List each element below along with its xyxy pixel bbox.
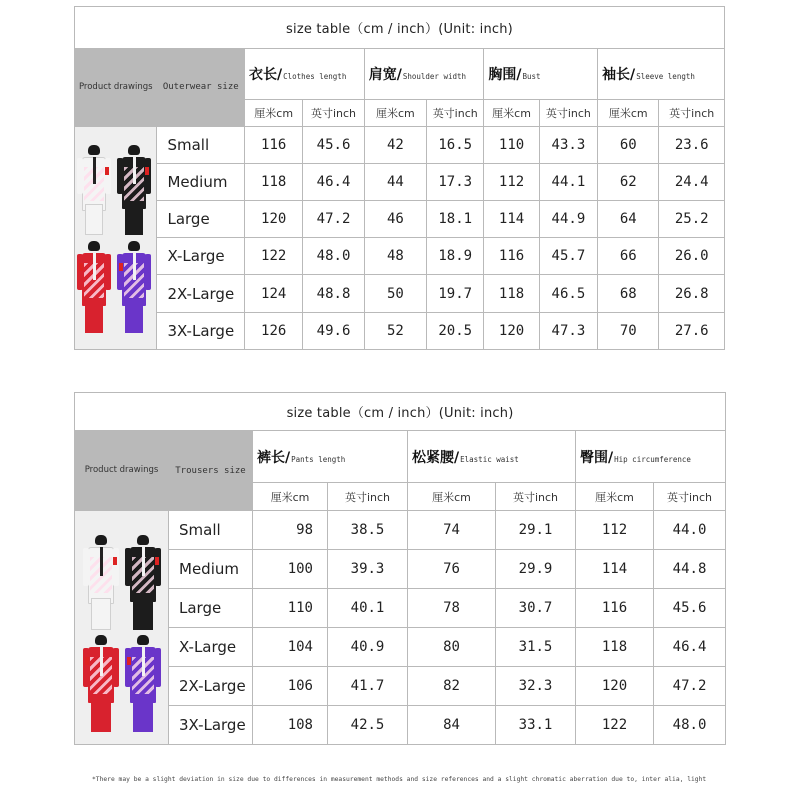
table-cell: 45.6 <box>303 126 364 163</box>
column-group-pants-length <box>253 431 408 483</box>
figure-sleeve <box>155 548 161 586</box>
table-row <box>75 511 726 550</box>
table-cell: 47.2 <box>654 667 726 706</box>
unit-label: 英寸inch <box>539 99 597 126</box>
table-cell: 74 <box>408 511 496 550</box>
table-cell: 106 <box>253 667 328 706</box>
table-cell: 47.3 <box>539 312 597 349</box>
table-cell: 49.6 <box>303 312 364 349</box>
size-label: Large <box>169 589 253 628</box>
table-cell: 44.1 <box>539 163 597 200</box>
column-group-hip-circumference <box>576 431 726 483</box>
table-cell: 120 <box>576 667 654 706</box>
figure-head <box>128 241 140 251</box>
figure-sleeve <box>105 158 111 194</box>
figure-trousers <box>125 303 143 332</box>
figure-trousers <box>125 206 143 235</box>
figure-sleeve <box>117 158 123 194</box>
product-image <box>75 126 157 349</box>
table-cell: 52 <box>364 312 426 349</box>
table-cell: 27.6 <box>659 312 725 349</box>
red-outfit-figure <box>79 241 109 333</box>
product-image <box>75 511 169 745</box>
product-drawings-header <box>75 49 157 126</box>
figure-armband <box>145 167 149 175</box>
figure-trousers <box>133 600 153 630</box>
unit-label: 英寸inch <box>496 483 576 511</box>
figure-sleeve <box>83 648 89 687</box>
figure-sleeve <box>125 548 131 586</box>
table-cell: 46.5 <box>539 275 597 312</box>
table-cell: 33.1 <box>496 706 576 745</box>
figure-sleeve <box>125 648 131 687</box>
white-outfit-figure <box>85 535 117 630</box>
red-outfit-figure <box>85 635 117 732</box>
figure-sleeve <box>105 254 111 291</box>
trousers-size-table <box>74 392 726 745</box>
figure-tie <box>133 253 136 281</box>
table-cell: 76 <box>408 550 496 589</box>
table-cell: 43.3 <box>539 126 597 163</box>
figure-tie <box>93 157 96 184</box>
figure-sleeve <box>117 254 123 291</box>
table-row <box>75 238 725 275</box>
table-cell: 31.5 <box>496 628 576 667</box>
unit-label: 英寸inch <box>427 99 484 126</box>
table-cell: 110 <box>484 126 539 163</box>
table-cell: 98 <box>253 511 328 550</box>
table-cell: 48.0 <box>303 238 364 275</box>
size-label: 2X-Large <box>169 667 253 706</box>
figure-tie <box>100 647 103 676</box>
table-cell: 104 <box>253 628 328 667</box>
table-cell: 126 <box>245 312 303 349</box>
table-cell: 47.2 <box>303 201 364 238</box>
group-label-en: Clothes length <box>283 71 347 81</box>
group-label-zh: 松紧腰/ <box>412 449 460 466</box>
table-cell: 100 <box>253 550 328 589</box>
table-cell: 82 <box>408 667 496 706</box>
table-cell: 38.5 <box>328 511 408 550</box>
table-cell: 124 <box>245 275 303 312</box>
trousers-size-panel <box>74 392 725 742</box>
figure-trousers <box>91 701 111 732</box>
table-cell: 24.4 <box>659 163 725 200</box>
table-cell: 16.5 <box>427 126 484 163</box>
figure-head <box>88 145 100 155</box>
table-cell: 114 <box>576 550 654 589</box>
figure-head <box>88 241 100 251</box>
figure-armband <box>113 557 117 565</box>
table-cell: 44.8 <box>654 550 726 589</box>
column-group-clothes-length <box>245 49 365 99</box>
table-cell: 41.7 <box>328 667 408 706</box>
outerwear-size-panel <box>74 6 725 350</box>
table-cell: 120 <box>245 201 303 238</box>
unit-label: 英寸inch <box>328 483 408 511</box>
table-row <box>75 163 725 200</box>
figure-armband <box>119 263 123 271</box>
figure-trousers <box>91 598 111 630</box>
figure-head <box>95 535 107 545</box>
table-cell: 118 <box>576 628 654 667</box>
table-cell: 116 <box>484 238 539 275</box>
figure-armband <box>155 557 159 565</box>
table-cell: 18.1 <box>427 201 484 238</box>
table-cell: 39.3 <box>328 550 408 589</box>
figure-armband <box>105 167 109 175</box>
figure-head <box>137 535 149 545</box>
table-cell: 26.0 <box>659 238 725 275</box>
figure-tie <box>93 253 96 281</box>
table-cell: 48.0 <box>654 706 726 745</box>
table-cell: 29.1 <box>496 511 576 550</box>
table-cell: 118 <box>484 275 539 312</box>
table-cell: 122 <box>245 238 303 275</box>
column-group-shoulder-width <box>364 49 484 99</box>
figure-sleeve <box>113 548 119 586</box>
size-label: 3X-Large <box>157 312 245 349</box>
table-cell: 108 <box>253 706 328 745</box>
table-cell: 20.5 <box>427 312 484 349</box>
figure-trousers <box>133 701 153 732</box>
figure-sleeve <box>77 158 83 194</box>
figure-trousers <box>85 303 103 332</box>
table-cell: 44.9 <box>539 201 597 238</box>
size-column-header: Trousers size <box>169 431 253 511</box>
group-label-en: Pants length <box>291 454 346 464</box>
unit-label: 厘米cm <box>484 99 539 126</box>
table-cell: 48.8 <box>303 275 364 312</box>
figure-sleeve <box>145 158 151 194</box>
purple-outfit-figure <box>127 635 159 732</box>
table-cell: 23.6 <box>659 126 725 163</box>
group-label-en: Bust <box>522 71 541 81</box>
table-cell: 60 <box>598 126 659 163</box>
table-cell: 26.8 <box>659 275 725 312</box>
table-cell: 29.9 <box>496 550 576 589</box>
table-cell: 46.4 <box>303 163 364 200</box>
table-cell: 32.3 <box>496 667 576 706</box>
group-label-en: Hip circumference <box>614 454 691 464</box>
figure-sleeve <box>77 254 83 291</box>
unit-label: 英寸inch <box>654 483 726 511</box>
figure-tie <box>100 547 103 576</box>
figure-tie <box>142 547 145 576</box>
figure-sleeve <box>155 648 161 687</box>
group-label-en: Sleeve length <box>636 71 695 81</box>
table-cell: 44.0 <box>654 511 726 550</box>
size-label: Medium <box>169 550 253 589</box>
table-row <box>75 275 725 312</box>
table-cell: 68 <box>598 275 659 312</box>
table-cell: 116 <box>245 126 303 163</box>
size-label: Medium <box>157 163 245 200</box>
table-cell: 45.6 <box>654 589 726 628</box>
figure-armband <box>79 263 83 271</box>
table-cell: 110 <box>253 589 328 628</box>
black-outfit-figure <box>127 535 159 630</box>
product-drawings-label: Product drawings <box>84 465 159 475</box>
figure-armband <box>85 657 89 665</box>
group-label-zh: 臀围/ <box>580 449 614 466</box>
table-cell: 30.7 <box>496 589 576 628</box>
table-cell: 80 <box>408 628 496 667</box>
table-cell: 64 <box>598 201 659 238</box>
figure-trousers <box>85 204 103 235</box>
table-cell: 42.5 <box>328 706 408 745</box>
table-cell: 18.9 <box>427 238 484 275</box>
group-label-zh: 肩宽/ <box>368 66 402 83</box>
table-cell: 78 <box>408 589 496 628</box>
table-row <box>75 706 726 745</box>
table-cell: 112 <box>576 511 654 550</box>
table-cell: 19.7 <box>427 275 484 312</box>
figure-head <box>128 145 140 155</box>
size-label: 3X-Large <box>169 706 253 745</box>
product-drawings-header <box>75 431 169 511</box>
group-label-en: Elastic waist <box>460 454 519 464</box>
white-outfit-figure <box>79 145 109 235</box>
figure-tie <box>142 647 145 676</box>
table-cell: 122 <box>576 706 654 745</box>
size-label: Small <box>169 511 253 550</box>
table-cell: 48 <box>364 238 426 275</box>
table-cell: 118 <box>245 163 303 200</box>
size-label: Small <box>157 126 245 163</box>
table-cell: 114 <box>484 201 539 238</box>
size-label: X-Large <box>157 238 245 275</box>
table-title: size table（cm / inch）(Unit: inch) <box>75 393 726 431</box>
unit-label: 厘米cm <box>576 483 654 511</box>
table-row <box>75 126 725 163</box>
figure-head <box>95 635 107 645</box>
column-group-bust <box>484 49 598 99</box>
size-label: Large <box>157 201 245 238</box>
figure-sleeve <box>113 648 119 687</box>
group-label-zh: 衣长/ <box>249 66 283 83</box>
figure-head <box>137 635 149 645</box>
table-cell: 25.2 <box>659 201 725 238</box>
table-cell: 40.1 <box>328 589 408 628</box>
figure-tie <box>133 157 136 184</box>
figure-armband <box>127 657 131 665</box>
table-cell: 17.3 <box>427 163 484 200</box>
table-row <box>75 628 726 667</box>
black-outfit-figure <box>119 145 149 235</box>
product-figures <box>75 127 156 349</box>
table-row <box>75 589 726 628</box>
table-cell: 50 <box>364 275 426 312</box>
table-cell: 116 <box>576 589 654 628</box>
figure-sleeve <box>145 254 151 291</box>
table-row <box>75 312 725 349</box>
measurement-disclaimer: *There may be a slight deviation in size due to differences in measurement methods and size references and a slight chromatic aberration due to, inter alia, light <box>92 776 707 783</box>
unit-label: 厘米cm <box>408 483 496 511</box>
size-label: X-Large <box>169 628 253 667</box>
group-label-en: Shoulder width <box>402 71 467 81</box>
figure-sleeve <box>83 548 89 586</box>
table-cell: 44 <box>364 163 426 200</box>
table-cell: 40.9 <box>328 628 408 667</box>
table-cell: 120 <box>484 312 539 349</box>
table-cell: 46 <box>364 201 426 238</box>
purple-outfit-figure <box>119 241 149 333</box>
table-cell: 46.4 <box>654 628 726 667</box>
group-label-zh: 胸围/ <box>488 66 522 83</box>
size-column-header: Outerwear size <box>157 49 245 126</box>
unit-label: 厘米cm <box>598 99 659 126</box>
table-row <box>75 201 725 238</box>
table-row <box>75 667 726 706</box>
size-label: 2X-Large <box>157 275 245 312</box>
unit-label: 厘米cm <box>253 483 328 511</box>
table-title: size table（cm / inch）(Unit: inch) <box>75 7 725 49</box>
unit-label: 英寸inch <box>303 99 364 126</box>
table-cell: 66 <box>598 238 659 275</box>
table-cell: 112 <box>484 163 539 200</box>
product-drawings-label: Product drawings <box>78 81 153 92</box>
column-group-sleeve-length <box>598 49 725 99</box>
group-label-zh: 袖长/ <box>602 66 636 83</box>
product-figures <box>75 511 168 744</box>
group-label-zh: 裤长/ <box>257 449 291 466</box>
table-cell: 70 <box>598 312 659 349</box>
table-cell: 62 <box>598 163 659 200</box>
table-row <box>75 550 726 589</box>
table-cell: 84 <box>408 706 496 745</box>
table-cell: 45.7 <box>539 238 597 275</box>
unit-label: 厘米cm <box>245 99 303 126</box>
unit-label: 厘米cm <box>364 99 426 126</box>
outerwear-size-table <box>74 6 725 350</box>
column-group-elastic-waist <box>408 431 576 483</box>
unit-label: 英寸inch <box>659 99 725 126</box>
table-cell: 42 <box>364 126 426 163</box>
